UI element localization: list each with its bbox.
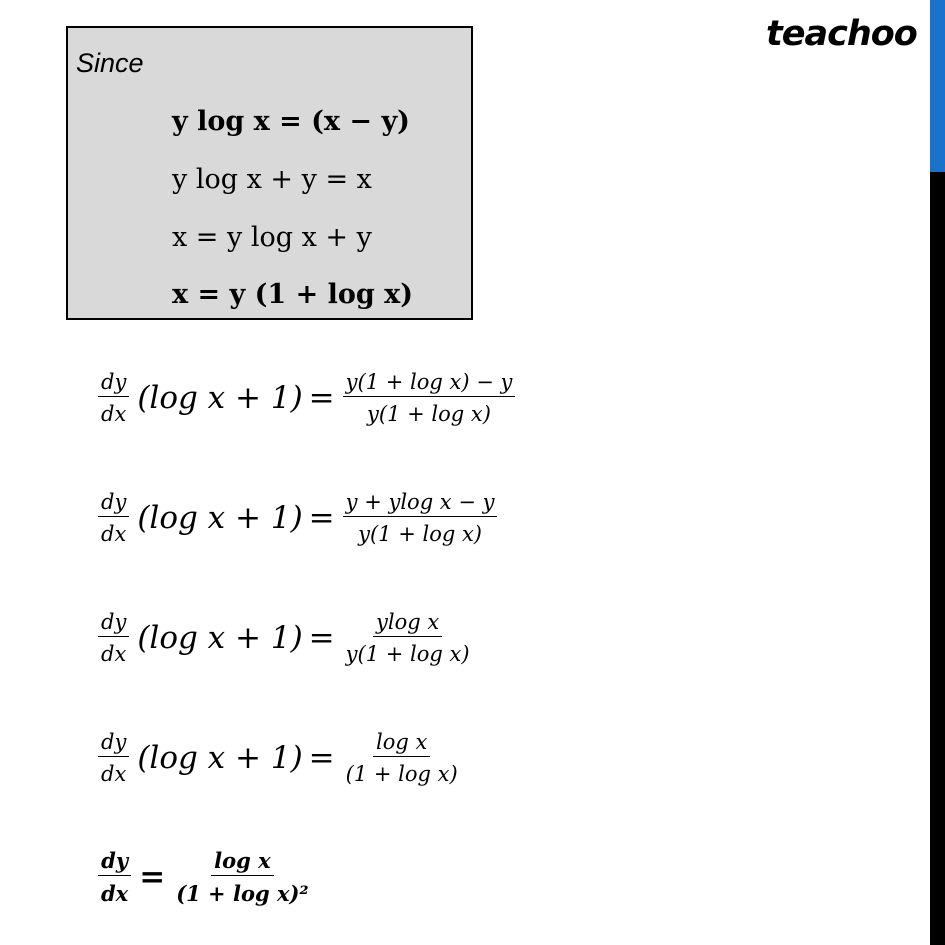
rhs-denominator: y(1 + log x)	[358, 522, 482, 546]
rhs-fraction	[343, 490, 498, 546]
derivative-denominator: dx	[101, 881, 129, 906]
middle-factor: (log x + 1)	[137, 620, 303, 656]
derivative-fraction	[98, 848, 131, 906]
derivation-step-2	[98, 490, 497, 546]
since-equation-4: x = y (1 + log x)	[172, 279, 414, 310]
teachoo-logo: teachoo	[766, 14, 917, 54]
derivative-denominator: dx	[101, 402, 127, 426]
side-bar-accent	[930, 0, 945, 172]
equals-sign: =	[308, 620, 335, 656]
rhs-numerator: log x	[211, 848, 274, 876]
derivative-fraction	[98, 730, 129, 786]
rhs-denominator: (1 + log x)²	[176, 881, 309, 906]
since-equation-1: y log x = (x − y)	[172, 106, 410, 137]
derivative-denominator: dx	[101, 762, 127, 786]
derivative-numerator: dy	[98, 490, 129, 517]
rhs-numerator: ylog x	[373, 610, 442, 637]
rhs-denominator: y(1 + log x)	[367, 402, 491, 426]
derivative-numerator: dy	[98, 610, 129, 637]
derivative-fraction	[98, 370, 129, 426]
derivation-final-answer	[98, 848, 312, 906]
rhs-fraction	[343, 610, 473, 666]
derivative-numerator: dy	[98, 848, 131, 876]
equals-sign: =	[139, 859, 166, 895]
since-label: Since	[76, 48, 144, 78]
derivation-step-1	[98, 370, 515, 426]
derivation-step-4	[98, 730, 461, 786]
since-equation-3: x = y log x + y	[172, 222, 372, 253]
rhs-numerator: y + ylog x − y	[343, 490, 498, 517]
derivative-numerator: dy	[98, 370, 129, 397]
derivative-fraction	[98, 490, 129, 546]
derivative-denominator: dx	[101, 522, 127, 546]
derivative-fraction	[98, 610, 129, 666]
rhs-numerator: y(1 + log x) − y	[343, 370, 516, 397]
middle-factor: (log x + 1)	[137, 380, 303, 416]
rhs-fraction	[173, 848, 311, 906]
middle-factor: (log x + 1)	[137, 740, 303, 776]
equals-sign: =	[308, 740, 335, 776]
rhs-fraction	[343, 370, 516, 426]
rhs-denominator: y(1 + log x)	[345, 642, 470, 666]
rhs-fraction	[343, 730, 461, 786]
middle-factor: (log x + 1)	[137, 500, 303, 536]
rhs-numerator: log x	[373, 730, 430, 757]
equals-sign: =	[308, 500, 335, 536]
side-bar	[930, 0, 945, 945]
derivation-step-3	[98, 610, 473, 666]
derivative-numerator: dy	[98, 730, 129, 757]
equals-sign: =	[308, 380, 335, 416]
rhs-denominator: (1 + log x)	[345, 762, 458, 786]
since-box	[66, 26, 473, 320]
since-equation-2: y log x + y = x	[172, 164, 372, 195]
derivative-denominator: dx	[101, 642, 127, 666]
